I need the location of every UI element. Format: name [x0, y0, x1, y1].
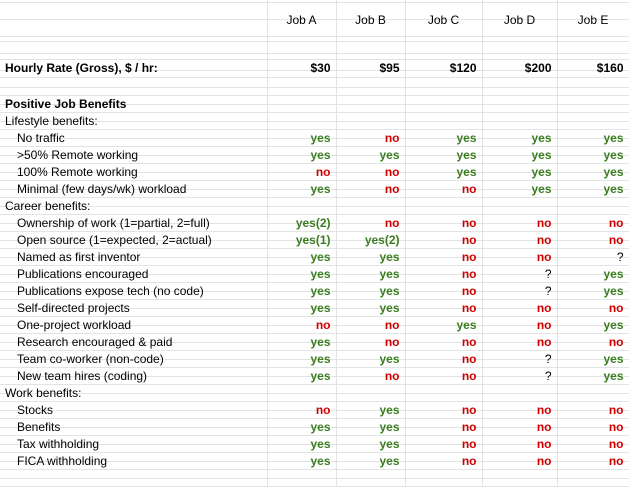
benefit-value-cell[interactable]: ?	[557, 248, 629, 265]
benefit-value-cell[interactable]: no	[336, 180, 405, 197]
empty-cell[interactable]	[0, 77, 267, 95]
benefit-row	[0, 180, 629, 197]
empty-cell[interactable]	[267, 469, 336, 486]
benefit-row	[0, 367, 629, 384]
hourly-rate-label[interactable]: Hourly Rate (Gross), $ / hr:	[0, 59, 267, 77]
benefit-row	[0, 350, 629, 367]
empty-cell[interactable]	[336, 384, 405, 401]
benefit-row	[0, 265, 629, 282]
benefit-value-cell[interactable]: yes(1)	[267, 231, 336, 248]
benefit-label[interactable]: >50% Remote working	[0, 146, 267, 163]
benefit-value-cell[interactable]: no	[405, 435, 482, 452]
empty-cell[interactable]	[405, 197, 482, 214]
empty-cell[interactable]	[557, 384, 629, 401]
benefit-label[interactable]: One-project workload	[0, 316, 267, 333]
hourly-rate-value[interactable]: $120	[405, 59, 482, 77]
benefit-value-cell[interactable]: no	[557, 333, 629, 350]
benefit-value-cell[interactable]: yes	[482, 129, 557, 146]
empty-cell[interactable]	[557, 95, 629, 112]
benefit-value-cell[interactable]: no	[405, 214, 482, 231]
benefit-value-cell[interactable]: yes	[267, 129, 336, 146]
benefit-label[interactable]: Self-directed projects	[0, 299, 267, 316]
benefit-value-cell[interactable]: yes	[482, 163, 557, 180]
column-header-5[interactable]: Job E	[557, 0, 629, 41]
benefit-value-cell[interactable]: yes	[267, 282, 336, 299]
benefit-value-cell[interactable]: yes	[405, 146, 482, 163]
empty-cell[interactable]	[557, 41, 629, 59]
empty-cell[interactable]	[267, 384, 336, 401]
empty-cell[interactable]	[336, 469, 405, 486]
benefit-value-cell[interactable]: yes	[405, 129, 482, 146]
benefit-value-cell[interactable]: yes	[336, 282, 405, 299]
benefit-row	[0, 333, 629, 350]
benefit-value-cell[interactable]: yes	[557, 316, 629, 333]
empty-cell[interactable]	[405, 95, 482, 112]
benefit-value-cell[interactable]: no	[482, 333, 557, 350]
benefit-value-cell[interactable]: no	[557, 435, 629, 452]
benefit-value-cell[interactable]: yes	[482, 146, 557, 163]
benefit-value-cell[interactable]: no	[482, 231, 557, 248]
corner-cell[interactable]	[0, 0, 267, 41]
empty-cell[interactable]	[482, 469, 557, 486]
empty-cell[interactable]	[336, 41, 405, 59]
empty-cell[interactable]	[405, 384, 482, 401]
benefit-value-cell[interactable]: yes	[557, 146, 629, 163]
benefit-value-cell[interactable]: yes	[336, 401, 405, 418]
benefit-value-cell[interactable]: yes	[336, 248, 405, 265]
benefit-value-cell[interactable]: ?	[482, 265, 557, 282]
empty-cell[interactable]	[0, 469, 267, 486]
benefit-value-cell[interactable]: yes	[267, 418, 336, 435]
column-header-3[interactable]: Job C	[405, 0, 482, 41]
empty-cell[interactable]	[267, 112, 336, 129]
header-row	[0, 0, 629, 41]
benefit-row	[0, 435, 629, 452]
benefit-value-cell[interactable]: yes	[267, 299, 336, 316]
benefit-value-cell[interactable]: no	[336, 316, 405, 333]
benefit-value-cell[interactable]: no	[482, 316, 557, 333]
benefit-label[interactable]: Stocks	[0, 401, 267, 418]
category-row	[0, 384, 629, 401]
benefit-value-cell[interactable]: yes	[267, 350, 336, 367]
benefit-value-cell[interactable]: no	[557, 214, 629, 231]
benefit-value-cell[interactable]: no	[482, 435, 557, 452]
benefit-value-cell[interactable]: no	[482, 401, 557, 418]
benefit-value-cell[interactable]: yes	[267, 248, 336, 265]
benefit-value-cell[interactable]: no	[267, 163, 336, 180]
benefit-label[interactable]: FICA withholding	[0, 452, 267, 469]
benefit-row	[0, 452, 629, 469]
category-row	[0, 197, 629, 214]
benefit-value-cell[interactable]: no	[482, 299, 557, 316]
empty-cell[interactable]	[405, 41, 482, 59]
benefit-value-cell[interactable]: no	[557, 418, 629, 435]
benefit-value-cell[interactable]: yes	[267, 333, 336, 350]
benefit-value-cell[interactable]: no	[405, 367, 482, 384]
benefit-value-cell[interactable]: no	[405, 333, 482, 350]
benefit-value-cell[interactable]: yes	[336, 146, 405, 163]
column-header-4[interactable]: Job D	[482, 0, 557, 41]
benefit-value-cell[interactable]: yes	[267, 367, 336, 384]
empty-cell[interactable]	[336, 197, 405, 214]
benefit-value-cell[interactable]: yes	[267, 265, 336, 282]
hourly-rate-value[interactable]: $200	[482, 59, 557, 77]
benefit-row	[0, 418, 629, 435]
benefit-value-cell[interactable]: no	[557, 299, 629, 316]
benefit-value-cell[interactable]: yes	[557, 367, 629, 384]
benefit-row	[0, 401, 629, 418]
benefit-value-cell[interactable]: yes	[405, 316, 482, 333]
benefit-value-cell[interactable]: ?	[482, 367, 557, 384]
benefit-row	[0, 316, 629, 333]
empty-cell[interactable]	[267, 77, 336, 95]
hourly-rate-value[interactable]: $30	[267, 59, 336, 77]
empty-cell[interactable]	[482, 77, 557, 95]
empty-cell[interactable]	[482, 384, 557, 401]
benefit-label[interactable]: Publications encouraged	[0, 265, 267, 282]
empty-cell[interactable]	[0, 41, 267, 59]
empty-cell[interactable]	[482, 197, 557, 214]
benefit-value-cell[interactable]: no	[405, 282, 482, 299]
benefit-label[interactable]: Open source (1=expected, 2=actual)	[0, 231, 267, 248]
benefit-value-cell[interactable]: yes(2)	[267, 214, 336, 231]
benefit-row	[0, 299, 629, 316]
benefit-value-cell[interactable]: yes	[557, 350, 629, 367]
benefit-value-cell[interactable]: no	[405, 418, 482, 435]
benefit-value-cell[interactable]: no	[405, 231, 482, 248]
benefit-value-cell[interactable]: no	[405, 401, 482, 418]
empty-cell[interactable]	[482, 112, 557, 129]
benefit-value-cell[interactable]: yes	[336, 452, 405, 469]
benefit-value-cell[interactable]: no	[267, 401, 336, 418]
benefit-value-cell[interactable]: yes	[267, 452, 336, 469]
benefit-label[interactable]: Benefits	[0, 418, 267, 435]
benefit-value-cell[interactable]: no	[336, 129, 405, 146]
benefit-value-cell[interactable]: no	[405, 452, 482, 469]
benefit-value-cell[interactable]: yes	[336, 265, 405, 282]
benefit-label[interactable]: No traffic	[0, 129, 267, 146]
benefit-value-cell[interactable]: yes	[267, 435, 336, 452]
benefit-value-cell[interactable]: no	[267, 316, 336, 333]
benefit-value-cell[interactable]: no	[482, 452, 557, 469]
benefit-value-cell[interactable]: yes	[336, 418, 405, 435]
column-header-1[interactable]: Job A	[267, 0, 336, 41]
empty-row	[0, 469, 629, 486]
benefit-row	[0, 248, 629, 265]
empty-cell[interactable]	[557, 77, 629, 95]
category-row	[0, 112, 629, 129]
empty-cell[interactable]	[405, 469, 482, 486]
benefit-value-cell[interactable]: yes	[267, 180, 336, 197]
hourly-rate-value[interactable]: $95	[336, 59, 405, 77]
benefit-label[interactable]: Ownership of work (1=partial, 2=full)	[0, 214, 267, 231]
benefit-value-cell[interactable]: no	[336, 214, 405, 231]
benefit-value-cell[interactable]: no	[557, 231, 629, 248]
benefit-value-cell[interactable]: no	[336, 367, 405, 384]
spacer-row	[0, 77, 629, 95]
empty-cell[interactable]	[336, 112, 405, 129]
spacer-row	[0, 41, 629, 59]
benefit-value-cell[interactable]: yes	[557, 265, 629, 282]
benefit-value-cell[interactable]: no	[482, 248, 557, 265]
benefit-label[interactable]: Team co-worker (non-code)	[0, 350, 267, 367]
empty-cell[interactable]	[336, 77, 405, 95]
benefit-value-cell[interactable]: yes	[557, 129, 629, 146]
empty-cell[interactable]	[336, 95, 405, 112]
benefit-value-cell[interactable]: yes	[267, 146, 336, 163]
benefit-value-cell[interactable]: no	[482, 214, 557, 231]
benefit-value-cell[interactable]: yes(2)	[336, 231, 405, 248]
benefit-value-cell[interactable]: no	[405, 299, 482, 316]
empty-cell[interactable]	[267, 95, 336, 112]
benefit-value-cell[interactable]: no	[405, 265, 482, 282]
empty-cell[interactable]	[405, 77, 482, 95]
benefit-value-cell[interactable]: yes	[557, 180, 629, 197]
benefit-value-cell[interactable]: no	[405, 180, 482, 197]
category-label[interactable]: Work benefits:	[0, 384, 267, 401]
column-header-2[interactable]: Job B	[336, 0, 405, 41]
positive-benefits-heading[interactable]: Positive Job Benefits	[0, 95, 267, 112]
section-header-row	[0, 95, 629, 112]
benefit-value-cell[interactable]: ?	[482, 282, 557, 299]
benefit-value-cell[interactable]: yes	[482, 180, 557, 197]
benefit-value-cell[interactable]: yes	[405, 163, 482, 180]
benefit-value-cell[interactable]: no	[482, 418, 557, 435]
benefit-label[interactable]: Named as first inventor	[0, 248, 267, 265]
benefit-value-cell[interactable]: yes	[336, 299, 405, 316]
benefit-value-cell[interactable]: yes	[557, 163, 629, 180]
empty-cell[interactable]	[405, 112, 482, 129]
hourly-rate-row	[0, 59, 629, 77]
benefit-row	[0, 231, 629, 248]
benefit-value-cell[interactable]: yes	[557, 282, 629, 299]
benefit-value-cell[interactable]: no	[405, 350, 482, 367]
benefit-label[interactable]: New team hires (coding)	[0, 367, 267, 384]
empty-cell[interactable]	[557, 469, 629, 486]
empty-cell[interactable]	[557, 112, 629, 129]
benefit-row	[0, 282, 629, 299]
benefit-value-cell[interactable]: no	[557, 452, 629, 469]
benefit-value-cell[interactable]: no	[405, 248, 482, 265]
benefit-row	[0, 146, 629, 163]
benefit-row	[0, 163, 629, 180]
category-label[interactable]: Career benefits:	[0, 197, 267, 214]
benefit-label[interactable]: Publications expose tech (no code)	[0, 282, 267, 299]
empty-cell[interactable]	[557, 197, 629, 214]
empty-cell[interactable]	[267, 197, 336, 214]
category-label[interactable]: Lifestyle benefits:	[0, 112, 267, 129]
benefit-label[interactable]: 100% Remote working	[0, 163, 267, 180]
empty-cell[interactable]	[267, 41, 336, 59]
benefit-label[interactable]: Minimal (few days/wk) workload	[0, 180, 267, 197]
benefit-label[interactable]: Research encouraged & paid	[0, 333, 267, 350]
benefit-row	[0, 129, 629, 146]
benefit-value-cell[interactable]: no	[557, 401, 629, 418]
benefit-label[interactable]: Tax withholding	[0, 435, 267, 452]
benefit-row	[0, 214, 629, 231]
benefit-value-cell[interactable]: no	[336, 333, 405, 350]
benefit-value-cell[interactable]: ?	[482, 350, 557, 367]
empty-cell[interactable]	[482, 41, 557, 59]
benefit-value-cell[interactable]: yes	[336, 435, 405, 452]
benefit-value-cell[interactable]: no	[336, 163, 405, 180]
hourly-rate-value[interactable]: $160	[557, 59, 629, 77]
benefit-value-cell[interactable]: yes	[336, 350, 405, 367]
empty-cell[interactable]	[482, 95, 557, 112]
